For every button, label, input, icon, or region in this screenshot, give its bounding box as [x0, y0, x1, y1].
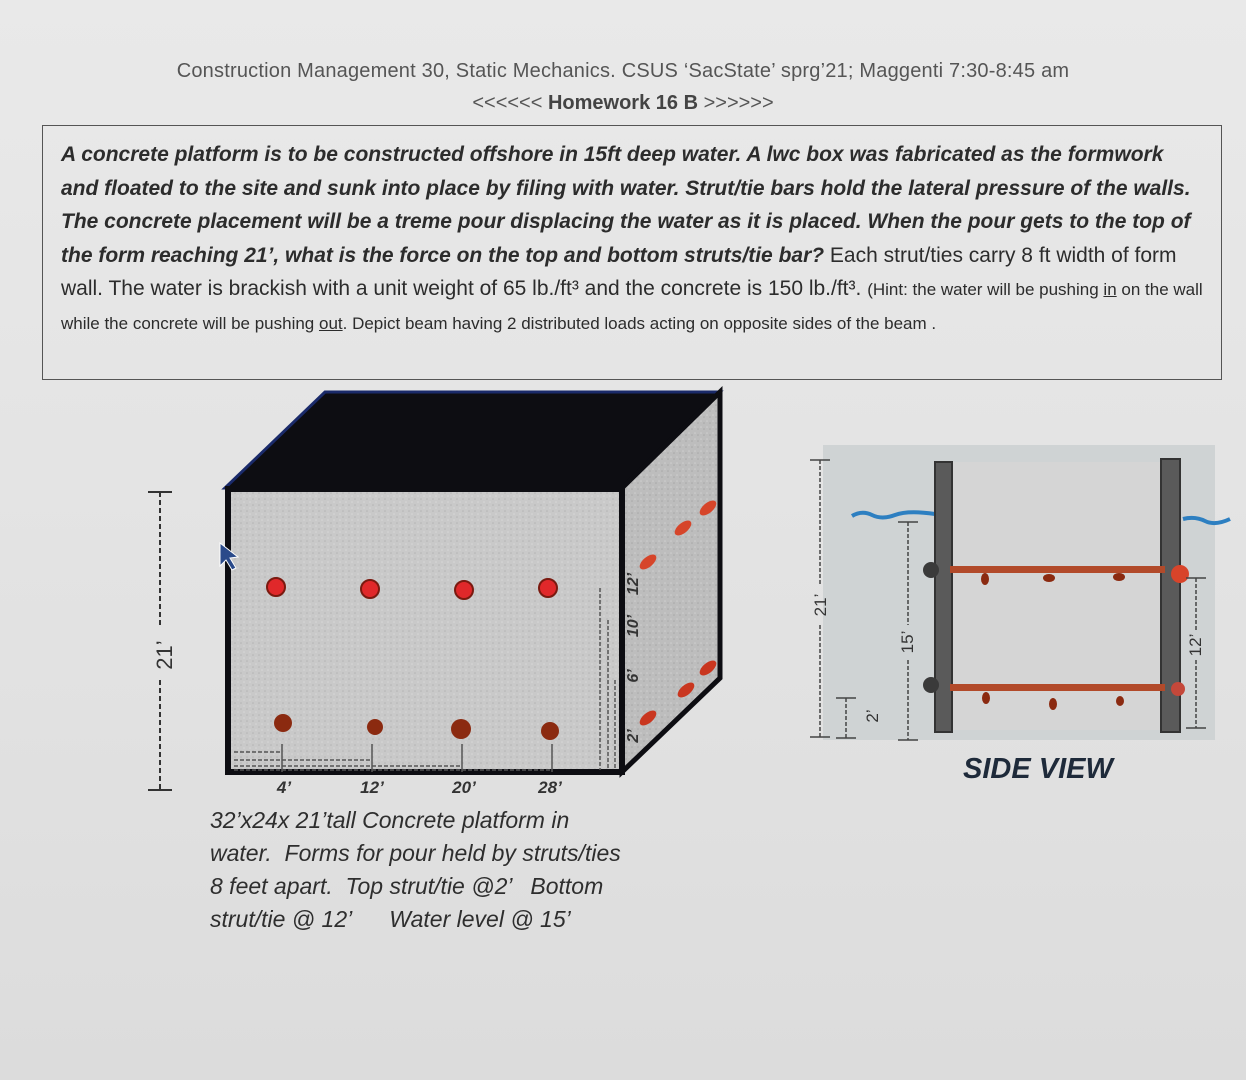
course-header: Construction Management 30, Static Mechanics. CSUS ‘SacState’ sprg’21; Maggenti 7:30-8:45 am: [176, 60, 1070, 82]
bottom-tie-end-left: [923, 677, 939, 693]
side-dim-2: 2’: [863, 709, 882, 723]
side-dim-15: 15’: [898, 630, 917, 654]
bottom-tie-12: [367, 719, 383, 735]
top-tie-nut: [1113, 573, 1125, 581]
bottom-tie-20: [451, 719, 471, 739]
x-label-4: 4’: [276, 778, 292, 797]
bottom-tie-end-right: [1171, 682, 1185, 696]
top-tie-20: [455, 581, 473, 599]
top-tie-bar: [950, 566, 1165, 573]
bottom-tie-4: [274, 714, 292, 732]
side-view-diagram: [810, 445, 1230, 740]
x-label-12: 12’: [360, 778, 384, 797]
problem-plain-text: Each strut/ties carry 8 ft width of form wall. The water is brackish with a unit weight of 65 lb./ft³ and the concrete is 150 lb./ft³.: [61, 243, 1177, 300]
top-tie-nut: [1043, 574, 1055, 582]
bottom-tie-28: [541, 722, 559, 740]
side-label-12: 12’: [625, 572, 642, 596]
problem-italic-text: A concrete platform is to be constructed offshore in 15ft deep water. A lwc box was fabricated as the formwork and floated to the site and sunk into place by filing with water. Strut/tie bars hold the lateral pressure of the walls. The concrete placement will be a treme pour displacing the water as it is placed. When the pour gets to the top of the form reaching 21’, what is the force on the top and bottom struts/tie bar?: [61, 143, 1191, 267]
top-tie-end-left: [923, 562, 939, 578]
problem-hint: (Hint: the water will be pushing in on the wall while the concrete will be pushing out. Depict beam having 2 distributed loads acting on opposite sides of the beam .: [61, 280, 1203, 333]
caption-line: 8 feet apart. Top strut/tie @2’ Bottom: [210, 873, 604, 899]
side-view-title: SIDE VIEW: [963, 753, 1113, 785]
bottom-tie-nut: [1116, 696, 1124, 706]
x-label-20: 20’: [452, 778, 476, 797]
side-label-10: 10’: [625, 614, 642, 638]
caption-line: 32’x24x 21’tall Concrete platform in: [210, 807, 570, 833]
title-prefix: <<<<<<: [472, 92, 548, 114]
top-tie-end-right: [1171, 565, 1189, 583]
left-form-wall: [935, 462, 952, 732]
bottom-tie-nut: [982, 692, 990, 704]
side-dim-12: 12’: [1186, 633, 1205, 657]
side-label-2: 2’: [625, 729, 642, 743]
top-tie-nut: [981, 573, 989, 585]
box-caption: [210, 804, 710, 936]
bottom-tie-nut: [1049, 698, 1057, 710]
title-suffix: >>>>>>: [698, 92, 774, 114]
caption-line: strut/tie @ 12’ Water level @ 15’: [210, 906, 571, 932]
height-label: 21’: [152, 640, 177, 670]
side-label-6: 6’: [625, 669, 642, 683]
top-tie-28: [539, 579, 557, 597]
top-tie-12: [361, 580, 379, 598]
side-dim-21: 21’: [811, 593, 830, 617]
bottom-tie-bar: [950, 684, 1165, 691]
x-label-28: 28’: [538, 778, 562, 797]
caption-line: water. Forms for pour held by struts/ties: [210, 840, 621, 866]
homework-name: Homework 16 B: [547, 92, 699, 114]
top-tie-4: [267, 578, 285, 596]
box-diagram: [148, 392, 720, 797]
